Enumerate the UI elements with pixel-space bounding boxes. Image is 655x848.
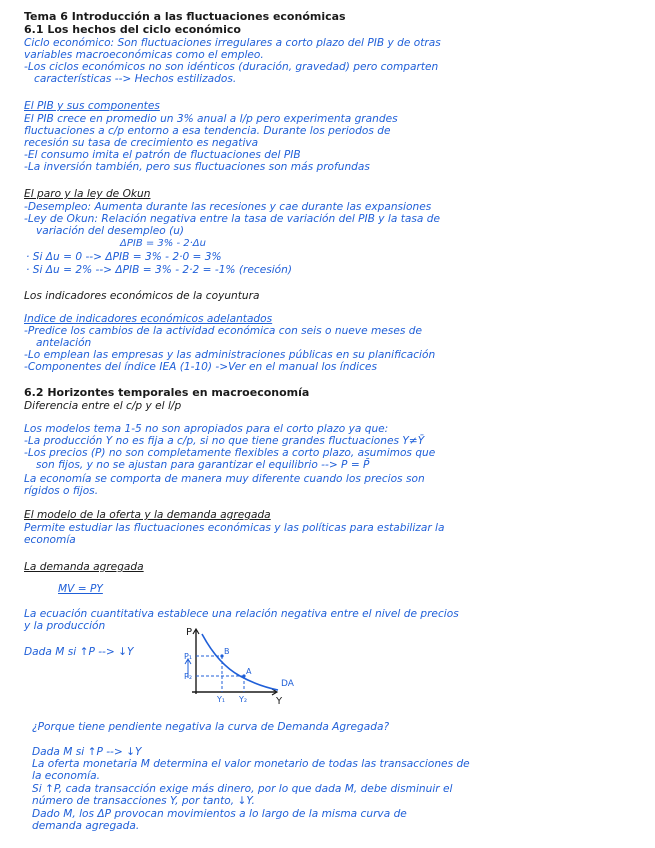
text-line: Dada M si ↑P --> ↓Y <box>32 746 142 758</box>
point-b-label: B <box>224 647 230 656</box>
text-line: -La producción Y no es fija a c/p, si no que tiene grandes fluctuaciones Y≠Ȳ <box>24 435 425 447</box>
section-subtitle: Diferencia entre el c/p y el l/p <box>24 400 182 412</box>
point-a-label: A <box>246 667 252 676</box>
text-line: son fijos, y no se ajustan para garantizar el equilibrio --> P = P̄ <box>36 459 370 471</box>
text-line: economía <box>24 534 76 546</box>
text-line: recesión su tasa de crecimiento es negativa <box>24 137 259 149</box>
subheading: Indice de indicadores económicos adelantados <box>24 313 273 325</box>
y-axis-label: Y <box>276 696 283 707</box>
text-line: la economía. <box>32 770 100 782</box>
text-line: El PIB crece en promedio un 3% anual a l/p pero experimenta grandes <box>24 113 398 125</box>
text-line: Permite estudiar las fluctuaciones económicas y las políticas para estabilizar la <box>24 522 445 534</box>
text-line: -Los ciclos económicos no son idénticos (duración, gravedad) pero comparten <box>24 61 439 73</box>
text-line: -Lo emplean las empresas y las administraciones públicas en su planificación <box>24 349 436 361</box>
text-line: rígidos o fijos. <box>24 485 99 497</box>
text-line: -Predice los cambios de la actividad económica con seis o nueve meses de <box>24 325 422 337</box>
text-line: número de transacciones Y, por tanto, ↓Y. <box>32 795 255 807</box>
section-title: 6.2 Horizontes temporales en macroeconomía <box>24 386 310 399</box>
text-line: -El consumo imita el patrón de fluctuaciones del PIB <box>24 149 301 161</box>
text-line: Los modelos tema 1-5 no son apropiados para el corto plazo ya que: <box>24 423 389 435</box>
topic-title: Tema 6 Introducción a las fluctuaciones económicas <box>24 10 346 23</box>
text-line: La ecuación cuantitativa establece una relación negativa entre el nivel de precios <box>24 608 459 620</box>
section-heading: El paro y la ley de Okun <box>24 188 151 200</box>
demand-curve <box>202 634 278 690</box>
text-line: variación del desempleo (u) <box>36 225 185 237</box>
okun-equation: ΔPIB = 3% - 2·Δu <box>120 238 206 249</box>
text-line: · Si Δu = 0 --> ΔPIB = 3% - 2·0 = 3% <box>26 251 222 263</box>
text-line: -Los precios (P) no son completamente flexibles a corto plazo, asumimos que <box>24 447 436 459</box>
text-line: fluctuaciones a c/p entorno a esa tendencia. Durante los periodos de <box>24 125 391 137</box>
text-line: -Desempleo: Aumenta durante las recesiones y cae durante las expansiones <box>24 201 432 213</box>
text-line: Dada M si ↑P --> ↓Y <box>24 646 134 658</box>
curve-label: DA <box>281 679 294 689</box>
section-heading: El PIB y sus componentes <box>24 100 160 112</box>
text-line: Dado M, los ΔP provocan movimientos a lo largo de la misma curva de <box>32 808 407 820</box>
subheading: La demanda agregada <box>24 561 144 573</box>
aggregate-demand-graph <box>166 626 306 710</box>
text-line: -La inversión también, pero sus fluctuaciones son más profundas <box>24 161 370 173</box>
text-line: variables macroeconómicas como el empleo. <box>24 49 264 61</box>
p-axis-label: P <box>186 627 193 638</box>
quantity-equation: MV = PY <box>58 583 103 595</box>
text-line: y la producción <box>24 620 106 632</box>
p1-label: P₁ <box>184 652 193 661</box>
text-line: Si ↑P, cada transacción exige más dinero, por lo que dada M, debe disminuir el <box>32 783 453 795</box>
text-line: La economía se comporta de manera muy diferente cuando los precios son <box>24 473 425 485</box>
section-heading: El modelo de la oferta y la demanda agregada <box>24 509 271 521</box>
section-heading: Los indicadores económicos de la coyuntura <box>24 290 260 302</box>
y2-label: Y₂ <box>239 695 248 704</box>
text-line: demanda agregada. <box>32 820 140 832</box>
text-line: -Componentes del índice IEA (1-10) ->Ver en el manual los índices <box>24 361 377 373</box>
text-line: Ciclo económico: Son fluctuaciones irregulares a corto plazo del PIB y de otras <box>24 37 441 49</box>
text-line: características --> Hechos estilizados. <box>34 73 237 85</box>
section-title: 6.1 Los hechos del ciclo económico <box>24 23 241 36</box>
text-line: La oferta monetaria M determina el valor monetario de todas las transacciones de <box>32 758 470 770</box>
text-line: · Si Δu = 2% --> ΔPIB = 3% - 2·2 = -1% (recesión) <box>26 264 293 276</box>
text-line: -Ley de Okun: Relación negativa entre la tasa de variación del PIB y la tasa de <box>24 213 440 225</box>
y1-label: Y₁ <box>217 695 226 704</box>
p2-label: P₂ <box>184 672 193 681</box>
question-line: ¿Porque tiene pendiente negativa la curva de Demanda Agregada? <box>32 721 390 733</box>
text-line: antelación <box>36 337 92 349</box>
